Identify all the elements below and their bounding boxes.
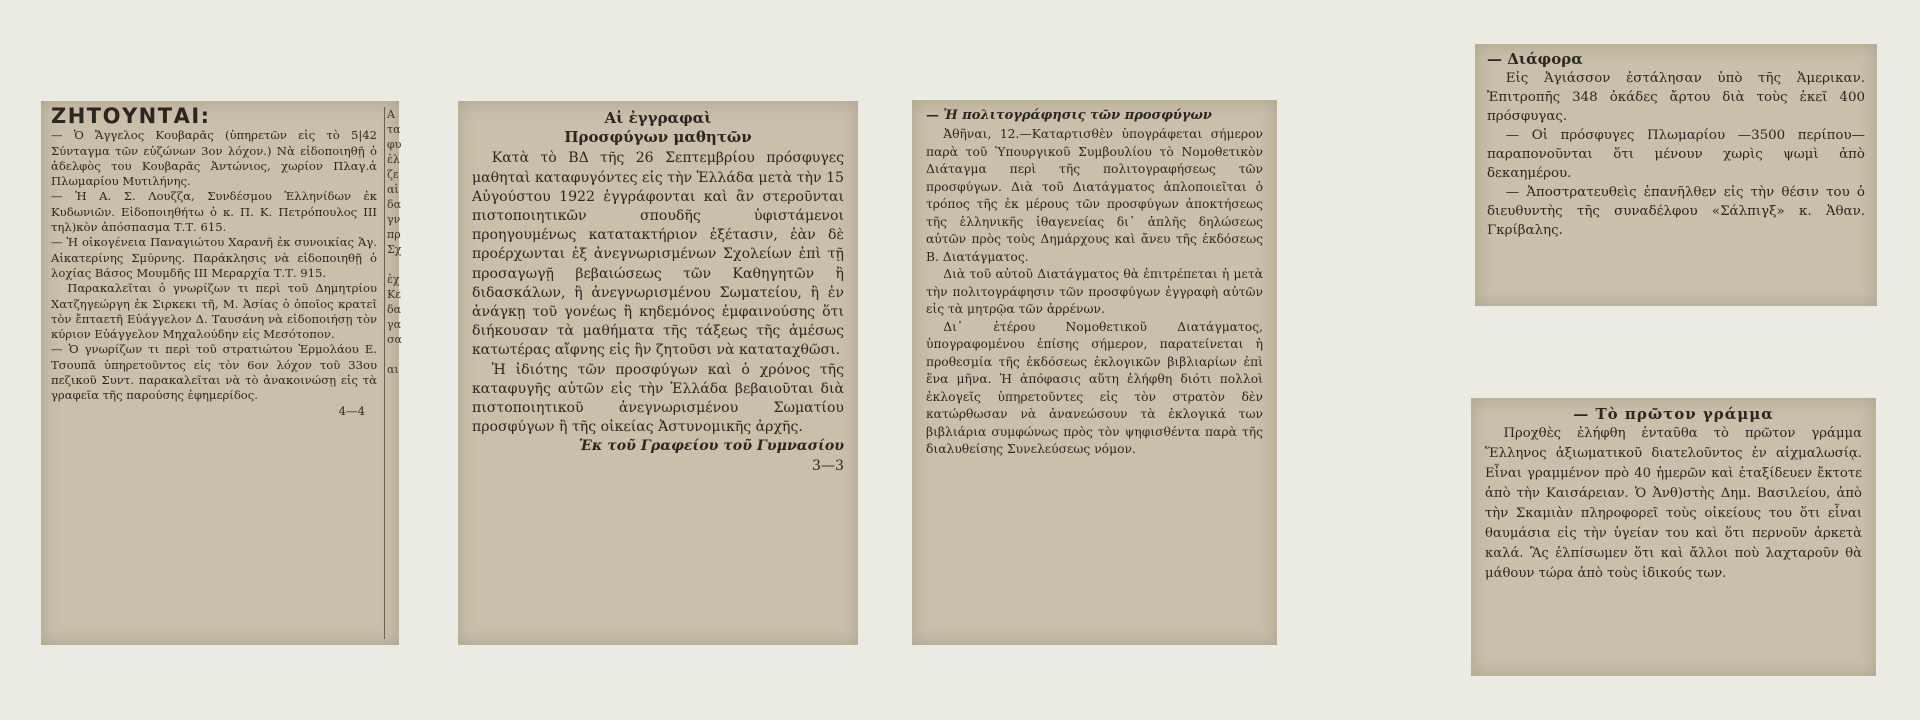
- article-signature: Ἐκ τοῦ Γραφείου τοῦ Γυμνασίου: [578, 438, 844, 455]
- column-rule: [384, 107, 385, 639]
- adjacent-column-line: αἱ: [387, 183, 399, 196]
- notice-number: 4—4: [338, 403, 365, 418]
- adjacent-column-line: ἐλ: [387, 153, 400, 166]
- adjacent-column-fragment: [387, 107, 402, 377]
- clipping-heading: — Τὸ πρῶτον γράμμα: [1573, 405, 1774, 423]
- article-paragraph: Κατὰ τὸ ΒΔ τῆς 26 Σεπτεμβρίου πρόσφυγες μαθηταὶ καταφυγόντες εἰς τὴν Ἑλλάδα μετὰ τὴν 15 Αὐγούστου 1922 ἐγγράφονται καὶ ἂν στεροῦνται πιστοποιητικῶν σπουδῆς ὑφιστάμενοι προηγουμένως κατατακτήριον ἐξέτασιν, ἐὰν δὲ προέρχωνται ἐξ ἀνεγνωρισμένων Σχολείων ἐπὶ τῇ προσαγωγῇ βεβαιώσεως τῶν Καθηγητῶν ἢ διδασκάλων, ἢ ἀνεγνωρισμένου Σωματείου, ἢ ἐν ἀνάγκῃ τοῦ γονέως ἢ κηδεμόνος ἐμφαινούσης ὅτι διήκουσαν τὰ μαθήματα τῆς τάξεως τῆς ἀμέσως κατωτέρας αἴφνης εἰς ἣν ζητοῦσι νὰ καταταχθῶσι.: [472, 150, 844, 359]
- adjacent-column-line: Κε: [387, 288, 401, 301]
- clipping-wanted-notices: [41, 101, 402, 645]
- adjacent-column-line: δα: [387, 198, 402, 211]
- article-paragraph: Διὰ τοῦ αὐτοῦ Διατάγματος θὰ ἐπιτρέπεται ἡ μετὰ τὴν πολιτογράφησιν τῶν προσφύγων ἐγγραφὴ αὐτῶν εἰς τὰ μητρῷα τῶν ἀρρένων.: [926, 267, 1263, 316]
- clipping-heading: — Διάφορα: [1487, 50, 1583, 68]
- article-paragraph: Εἰς Ἀγιάσσον ἐστάλησαν ὑπὸ τῆς Ἀμερικαν. Ἐπιτροπῆς 348 ὀκάδες ἄρτου διὰ τοὺς ἐκεῖ 400 πρόσφυγας.: [1487, 71, 1865, 124]
- adjacent-column-line: τα: [387, 123, 401, 136]
- article-paragraph: — Οἱ πρόσφυγες Πλωμαρίου —3500 περίπου—παραπονοῦνται ὅτι μένουν χωρὶς ψωμὶ ἀπὸ δεκαημέρου.: [1487, 128, 1865, 181]
- clipping-miscellaneous: [1475, 44, 1877, 306]
- clipping-title: Αἱ ἐγγραφαὶ: [604, 109, 712, 127]
- notice-paragraph: — Ὁ γνωρίζων τι περὶ τοῦ στρατιώτου Ἑρμολάου Ε. Τσουπᾶ ὑπηρετοῦντος εἰς τὸν 6ον λόχον τοῦ 33ου πεζικοῦ Συντ. παρακαλεῖται νὰ τὸ ἀνακοινώσῃ εἰς τὰ γραφεῖα τῆς παρούσης ἐφημερίδος.: [51, 342, 377, 403]
- adjacent-column-line: [387, 347, 399, 362]
- adjacent-column-line: σα: [387, 333, 402, 346]
- article-paragraph: Ἀθῆναι, 12.—Καταρτισθὲν ὑπογράφεται σήμερον παρὰ τοῦ Ὑπουργικοῦ Συμβουλίου τὸ Νομοθετικὸν Διάταγμα περὶ τῆς πολιτογραφήσεως τῶν προσφύγων. Διὰ τοῦ Διατάγματος ἁπλοποιεῖται ὁ τρόπος τῆς ἐκ μέρους τῶν προσφύγων ἀποκτήσεως τῆς ἑλληνικῆς ἰθαγενείας δι᾽ ἁπλῆς δηλώσεως αὐτῶν πρὸς τοὺς Δημάρχους καὶ ἄνευ τῆς ἐκδόσεως Β. Διατάγματος.: [926, 127, 1263, 264]
- article-paragraph: Προχθὲς ἐλήφθη ἐνταῦθα τὸ πρῶτον γράμμα Ἕλληνος ἀξιωματικοῦ διατελοῦντος ἐν αἰχμαλωσίᾳ. Εἶναι γραμμένον πρὸ 40 ἡμερῶν καὶ ἐταξίδευεν ἔκτοτε ἀπὸ τὴν Καισάρειαν. Ὁ Ἀνθ)στὴς Δημ. Βασιλείου, ἀπὸ τὴν Σκαμιὰν πληροφορεῖ τοὺς οἰκείους του ὅτι εἶναι θαυμάσια εἰς τὴν ὑγείαν του καὶ ὅτι περνοῦν ἀρκετὰ καλά. Ἂς ἐλπίσωμεν ὅτι καὶ ἄλλοι ποὺ λαχταροῦν θὰ μάθουν τώρα ἀπὸ τοὺς ἰδικούς των.: [1485, 426, 1862, 581]
- clipping-naturalization: [912, 100, 1277, 645]
- adjacent-column-line: γα: [387, 318, 402, 331]
- adjacent-column-line: γν: [387, 213, 401, 226]
- article-paragraph: — Ἀποστρατευθεὶς ἐπανῆλθεν εἰς τὴν θέσιν του ὁ διευθυντὴς τῆς συναδέλφου «Σάλπιγξ» κ. Ἀθαν. Γκρίβαλης.: [1487, 185, 1865, 238]
- clipping-subtitle: Προσφύγων μαθητῶν: [564, 128, 752, 147]
- adjacent-column-line: Σχ: [387, 243, 402, 256]
- adjacent-column-line: αι: [387, 363, 399, 376]
- clipping-student-registrations: [458, 101, 858, 645]
- adjacent-column-line: φυ: [387, 138, 402, 151]
- clipping-first-letter: [1471, 398, 1876, 676]
- notice-number: 3—3: [811, 457, 844, 474]
- adjacent-column-line: δα: [387, 303, 402, 316]
- clipping-heading: — Ἡ πολιτογράφησις τῶν προσφύγων: [926, 108, 1212, 123]
- adjacent-column-line: Α: [387, 108, 395, 121]
- adjacent-column-line: πρ: [387, 228, 401, 241]
- notice-paragraph: — Ὁ Ἄγγελος Κουβαρᾶς (ὑπηρετῶν εἰς τὸ 5|42 Σύνταγμα τῶν εὐζώνων 3ον λόχον.) Νὰ εἰδοποιηθῇ ὁ ἀδελφὸς του Κουβαρᾶς Ἀντώνιος, χωρίον Πλαγ.ἀ Πλωμαρίου Μυτιλήνης.: [51, 128, 377, 189]
- adjacent-column-line: [387, 257, 399, 272]
- adjacent-column-line: ἐχ: [387, 273, 400, 286]
- clipping-heading: ΖΗΤΟΥΝΤΑΙ:: [51, 104, 211, 128]
- adjacent-column-line: ζε: [387, 168, 399, 181]
- notice-paragraph: — Ἡ οἰκογένεια Παναγιώτου Χαρανῆ ἐκ συνοικίας Ἁγ. Αἰκατερίνης Σμύρνης. Παράκλησις νὰ εἰδοποιηθῇ ὁ λοχίας Βάσος Μουμδῆς ΙΙΙ Μεραρχία Τ.Τ. 915.: [51, 235, 377, 280]
- notice-paragraph: Παρακαλεῖται ὁ γνωρίζων τι περὶ τοῦ Δημητρίου Χατζηγεώργη ἐκ Σιρκεκι τῆ, Μ. Ἀσίας ὁ ὁποῖος κρατεῖ τὸν ἔπταετῆ Εὐάγγελον Δ. Ταυσάνη νὰ εἰδοποιήσῃ τὸν κύριον Εὐάγγελον Μηχαλούδην εἰς Μεσότοπον.: [51, 281, 377, 342]
- article-paragraph: Δι᾽ ἑτέρου Νομοθετικοῦ Διατάγματος, ὑπογραφομένου ἐπίσης σήμερον, παρατείνεται ἡ προθεσμία τῆς ἐκδόσεως ἐκλογικῶν βιβλιαρίων ἐπὶ ἕνα μῆνα. Ἡ ἀπόφασις αὕτη ἐλήφθη διότι πολλοὶ ἐκλογεῖς ὑπηρετοῦντες εἰς τὸν στρατὸν δὲν κατώρθωσαν νὰ ἀνανεώσουν τὰ ἐκλογικά των βιβλιάρια συμφώνως πρὸς τὸν ψηφισθέντα παρὰ τῆς διαλυθείσης Συνελεύσεως νόμον.: [926, 319, 1263, 456]
- article-paragraph: Ἡ ἰδιότης τῶν προσφύγων καὶ ὁ χρόνος τῆς καταφυγῆς αὐτῶν εἰς τὴν Ἑλλάδα βεβαιοῦται διὰ πιστοποιητικοῦ ἀνεγνωρισμένου Σωματίου προσφύγων ἢ τῆς οἰκείας Ἀστυνομικῆς ἀρχῆς.: [472, 361, 844, 436]
- notice-paragraph: — Ἡ Α. Σ. Λουζζα, Συνδέσμου Ἑλληνίδων ἐκ Κυδωνιῶν. Εἰδοποιηθήτω ὁ κ. Π. Κ. Πετρόπουλος ΙΙΙ τηλ)κὸν ἀπόσπασμα Τ.Τ. 615.: [51, 189, 377, 235]
